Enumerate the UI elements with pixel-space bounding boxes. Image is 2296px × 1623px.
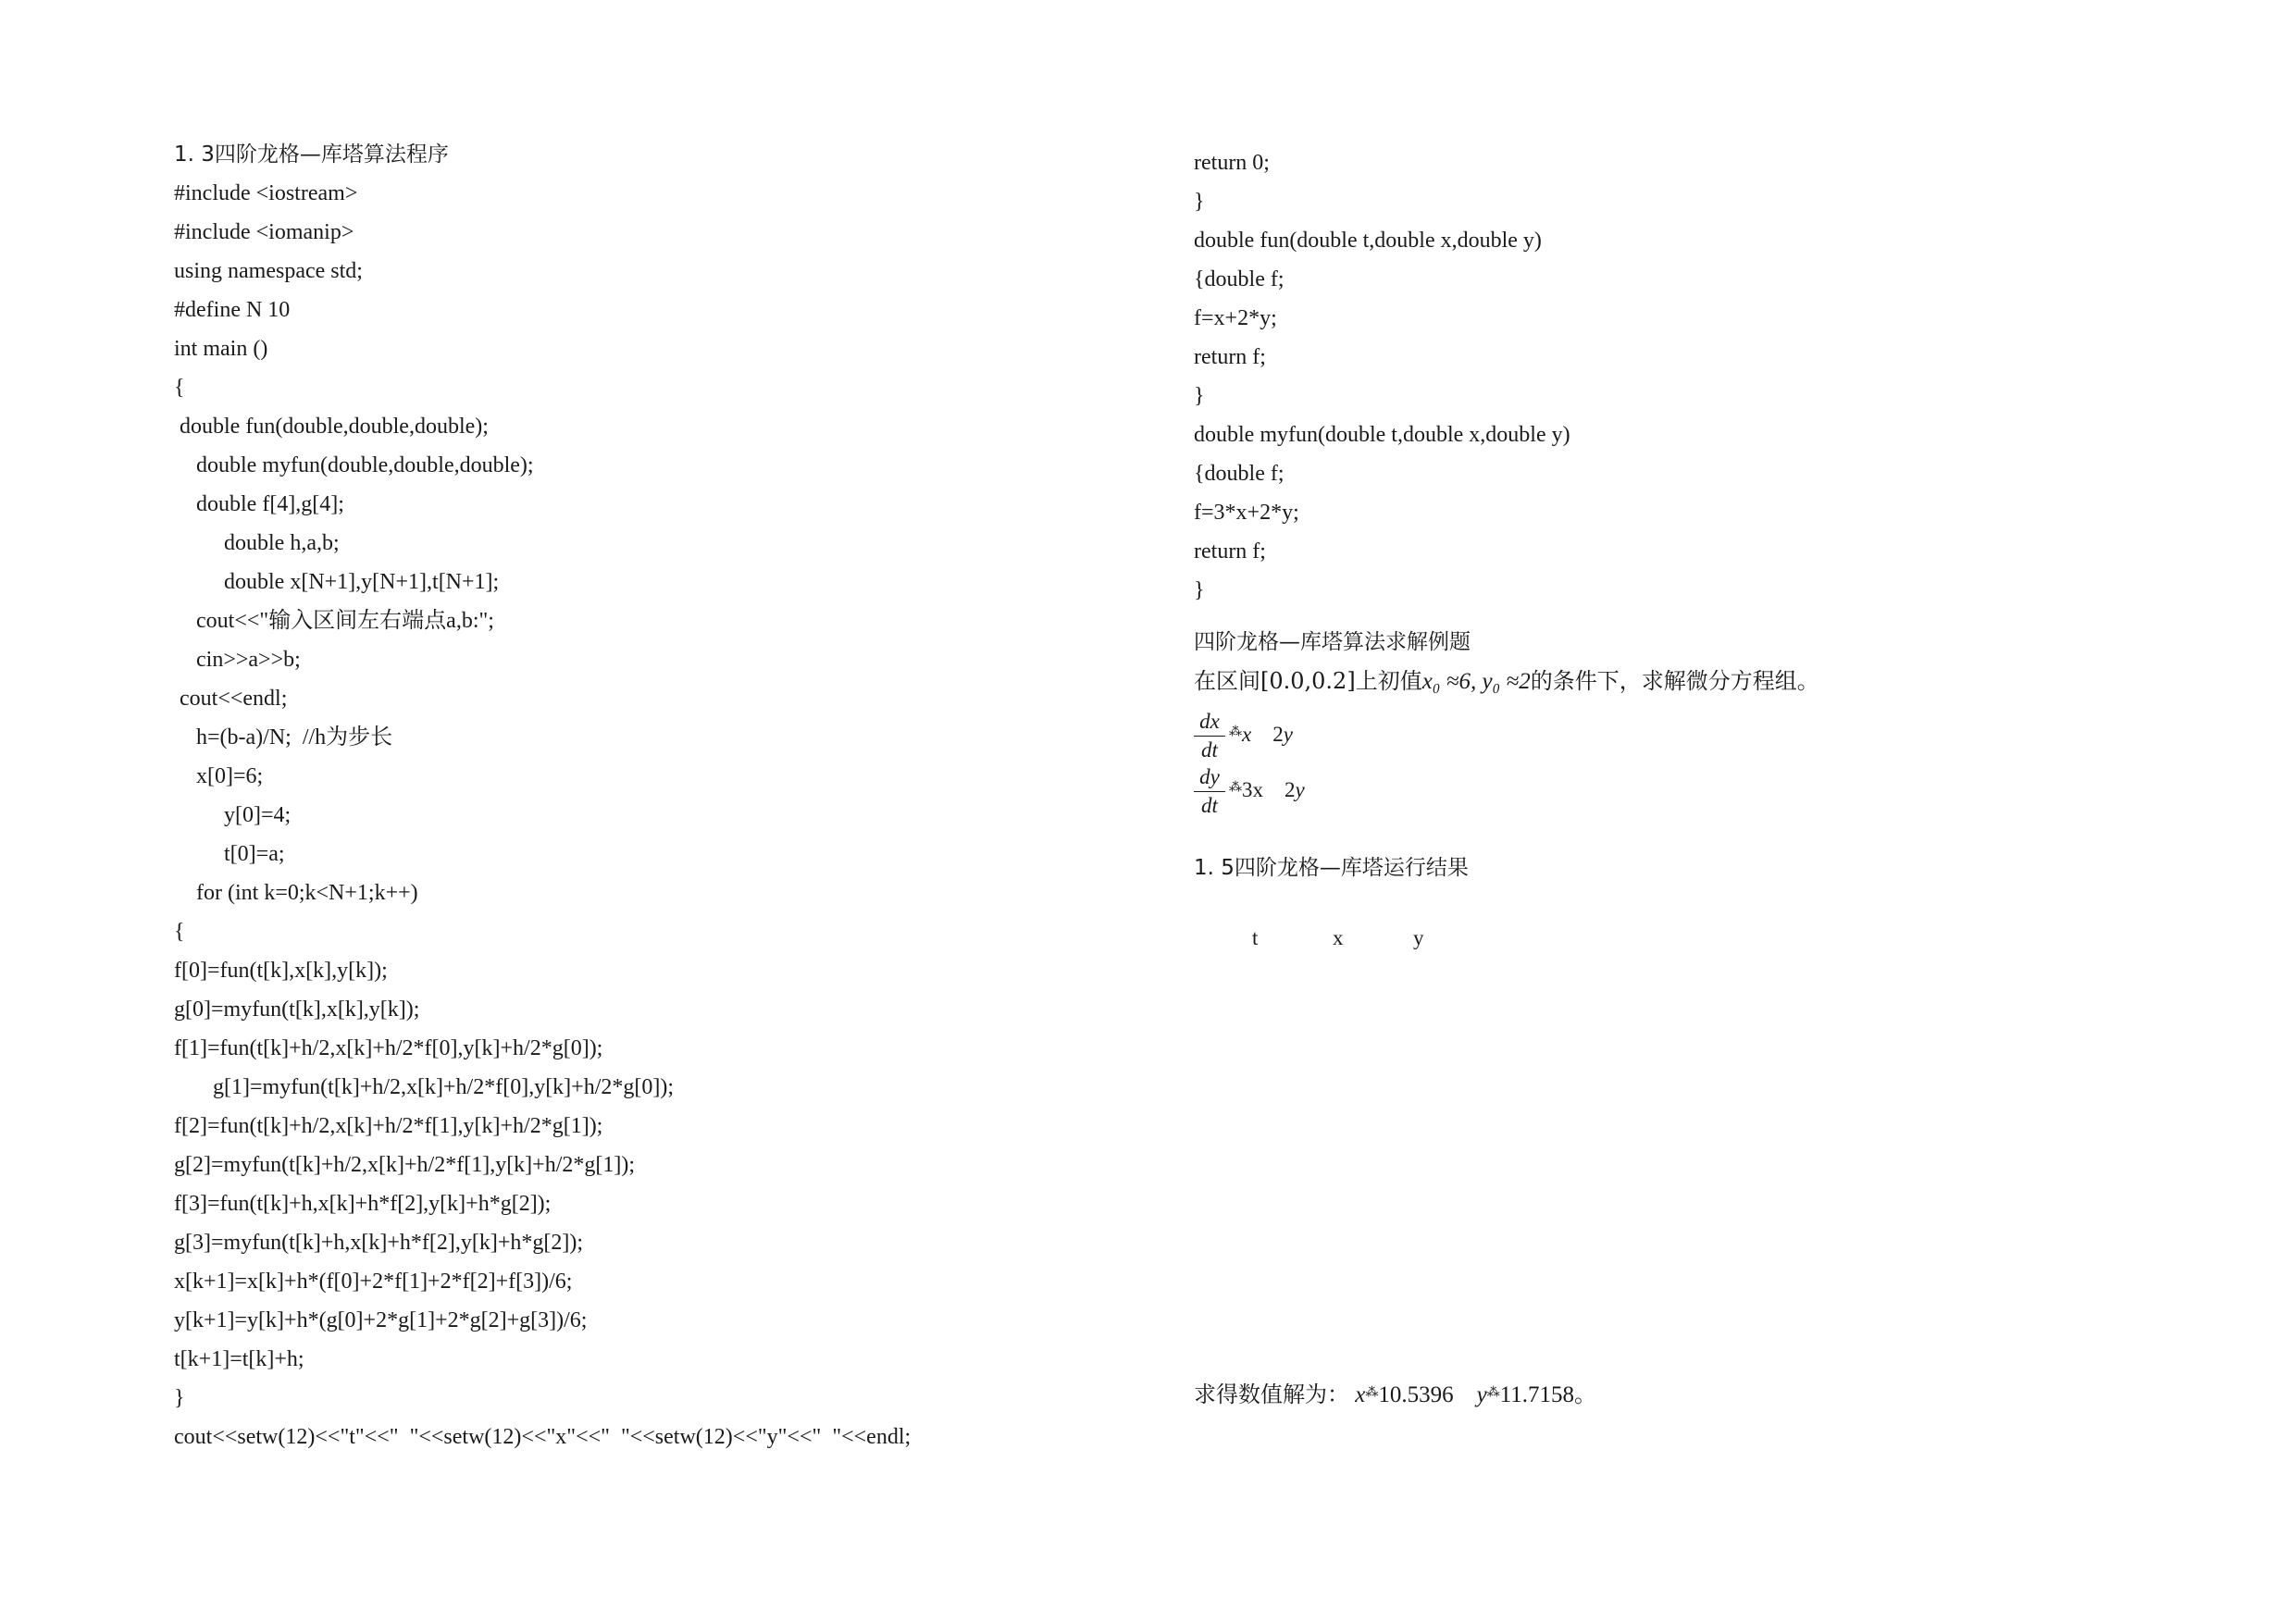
code-line: {double f; xyxy=(1194,267,1285,291)
code-line: f[1]=fun(t[k]+h/2,x[k]+h/2*f[0],y[k]+h/2*g[0]); xyxy=(174,1036,603,1060)
solution-x-value: 10.5396 xyxy=(1378,1382,1454,1407)
code-line: f=3*x+2*y; xyxy=(1194,501,1299,525)
code-line: f=x+2*y; xyxy=(1194,306,1277,330)
problem-prefix: 在区间[0.0,0.2]上初值 xyxy=(1194,668,1422,694)
fraction-denominator: dt xyxy=(1201,738,1218,762)
rhs-term-a: 3x xyxy=(1242,778,1263,801)
rhs-term-c: y xyxy=(1295,778,1305,801)
problem-initial-values: x₀ ≈6, y₀ ≈2 xyxy=(1421,669,1531,694)
code-line: double fun(double,double,double); xyxy=(174,415,489,439)
equation-dy-dt xyxy=(1194,765,2212,821)
code-line: f[2]=fun(t[k]+h/2,x[k]+h/2*f[1],y[k]+h/2*g[1]); xyxy=(174,1114,603,1138)
solution-y-value: 11.7158 xyxy=(1499,1382,1575,1407)
solution-end: 。 xyxy=(1574,1381,1597,1407)
code-line: int main () xyxy=(174,337,268,361)
code-line: } xyxy=(1194,384,1205,408)
code-line: } xyxy=(174,1386,185,1410)
code-line: double f[4],g[4]; xyxy=(174,492,344,516)
fraction-numerator: dx xyxy=(1199,710,1220,733)
solution-x-var: x xyxy=(1355,1382,1366,1407)
column-header-y: y xyxy=(1413,926,1424,949)
code-block-main xyxy=(174,174,1146,1456)
code-line: g[1]=myfun(t[k]+h/2,x[k]+h/2*f[0],y[k]+h/2*g[0]); xyxy=(174,1075,675,1099)
code-line: return 0; xyxy=(1194,151,1270,175)
right-column xyxy=(1194,143,2212,1415)
code-line: cout<<setw(12)<<"t"<<" "<<setw(12)<<"x"<<" "<<setw(12)<<"y"<<" "<<endl; xyxy=(174,1425,912,1449)
code-line: h=(b-a)/N; //h为步长 xyxy=(174,725,393,750)
left-column xyxy=(174,135,1146,1456)
numerical-solution xyxy=(1194,1374,2212,1415)
code-line: t[0]=a; xyxy=(174,842,285,866)
column-header-x: x xyxy=(1333,926,1344,949)
code-line: g[0]=myfun(t[k],x[k],y[k]); xyxy=(174,997,420,1022)
code-line: double fun(double t,double x,double y) xyxy=(1194,229,1542,253)
section-heading-rk4-program: 1. 3四阶龙格—库塔算法程序 xyxy=(174,142,449,167)
code-line: double x[N+1],y[N+1],t[N+1]; xyxy=(174,570,500,594)
fraction-bar xyxy=(1194,736,1225,737)
code-line: #include <iostream> xyxy=(174,181,358,205)
code-line: { xyxy=(174,376,185,400)
code-line: g[2]=myfun(t[k]+h/2,x[k]+h/2*f[1],y[k]+h/2*g[1]); xyxy=(174,1153,636,1177)
section-heading-results: 1. 5四阶龙格—库塔运行结果 xyxy=(1194,856,1469,880)
code-line: return f; xyxy=(1194,345,1266,369)
fraction-dx-dt xyxy=(1194,710,1225,762)
rhs-coefficient: 2 xyxy=(1263,778,1296,801)
code-line: g[3]=myfun(t[k]+h,x[k]+h*f[2],y[k]+h*g[2]); xyxy=(174,1231,584,1255)
section-heading-example: 四阶龙格—库塔算法求解例题 xyxy=(1194,630,1471,654)
code-line: x[k+1]=x[k]+h*(f[0]+2*f[1]+2*f[2]+f[3])/6; xyxy=(174,1270,573,1294)
fraction-numerator: dy xyxy=(1199,765,1220,788)
code-line: using namespace std; xyxy=(174,259,363,283)
code-line: double myfun(double t,double x,double y) xyxy=(1194,423,1570,447)
code-line: f[3]=fun(t[k]+h,x[k]+h*f[2],y[k]+h*g[2]); xyxy=(174,1192,552,1216)
code-line: } xyxy=(1194,190,1205,214)
equals-symbol: ⁂ xyxy=(1486,1386,1500,1400)
solution-y-var: y xyxy=(1476,1382,1487,1407)
code-line: t[k+1]=t[k]+h; xyxy=(174,1347,304,1371)
equation-dx-dt xyxy=(1194,710,2212,765)
code-line: double h,a,b; xyxy=(174,531,340,555)
rhs-term-c: y xyxy=(1283,723,1293,746)
code-line: { xyxy=(174,920,185,944)
code-block-functions xyxy=(1194,143,2212,610)
fraction-denominator: dt xyxy=(1201,794,1218,817)
code-line: y[k+1]=y[k]+h*(g[0]+2*g[1]+2*g[2]+g[3])/6; xyxy=(174,1308,588,1332)
code-line: #include <iomanip> xyxy=(174,220,354,244)
fraction-bar xyxy=(1194,791,1225,792)
results-table-header xyxy=(1194,926,2212,965)
equation-rhs xyxy=(1229,778,1305,802)
code-line: x[0]=6; xyxy=(174,764,264,788)
equals-symbol: ⁂ xyxy=(1229,781,1242,795)
code-line: f[0]=fun(t[k],x[k],y[k]); xyxy=(174,959,388,983)
code-line: for (int k=0;k<N+1;k++) xyxy=(174,881,418,905)
code-line: cout<<"输入区间左右端点a,b:"; xyxy=(174,609,494,633)
code-line: double myfun(double,double,double); xyxy=(174,453,534,477)
equals-symbol: ⁂ xyxy=(1365,1386,1379,1400)
code-line: return f; xyxy=(1194,539,1266,564)
problem-suffix: 的条件下，求解微分方程组。 xyxy=(1530,668,1819,694)
equation-rhs xyxy=(1229,723,1293,747)
rhs-term-a: x xyxy=(1242,723,1252,746)
column-header-t: t xyxy=(1252,926,1259,949)
code-line: cin>>a>>b; xyxy=(174,648,301,672)
code-line: {double f; xyxy=(1194,462,1285,486)
code-line: y[0]=4; xyxy=(174,803,292,827)
solution-prefix: 求得数值解为： xyxy=(1194,1381,1349,1407)
code-line: #define N 10 xyxy=(174,298,291,322)
code-line: cout<<endl; xyxy=(174,687,288,711)
rhs-coefficient: 2 xyxy=(1251,723,1284,746)
code-line: } xyxy=(1194,578,1205,602)
problem-statement xyxy=(1194,662,2212,700)
fraction-dy-dt xyxy=(1194,765,1225,818)
equals-symbol: ⁂ xyxy=(1229,725,1242,739)
